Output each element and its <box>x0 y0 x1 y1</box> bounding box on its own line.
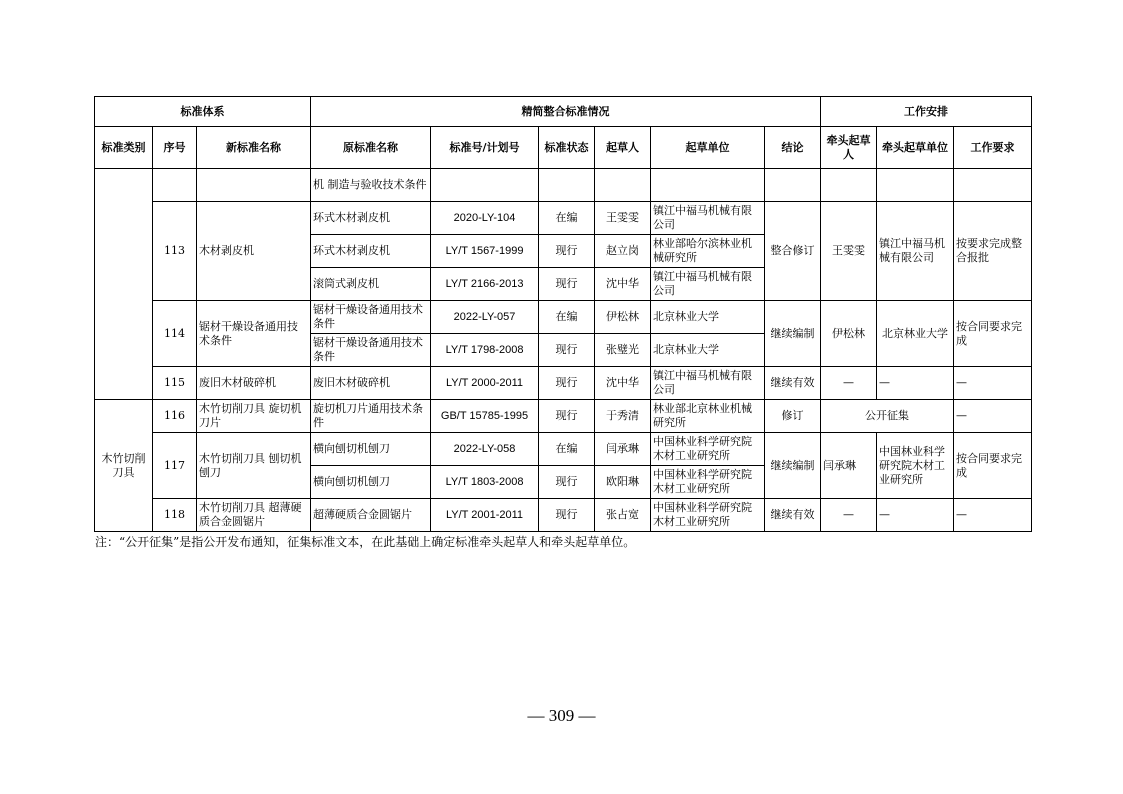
lead-drafter-cell: — <box>821 367 877 400</box>
table-row <box>95 433 1032 466</box>
new-name-cell: 废旧木材破碎机 <box>197 367 311 400</box>
drafter-cell: 王雯雯 <box>595 202 651 235</box>
lead-merged-cell: 公开征集 <box>821 400 954 433</box>
std-no-cell: LY/T 1803-2008 <box>431 466 539 499</box>
orig-name-cell: 废旧木材破碎机 <box>311 367 431 400</box>
new-name-cell: 锯材干燥设备通用技术条件 <box>197 301 311 367</box>
unit-cell: 北京林业大学 <box>651 334 765 367</box>
std-no-cell: 2022-LY-057 <box>431 301 539 334</box>
table-footnote: 注：“公开征集”是指公开发布通知，征集标准文本，在此基础上确定标准牵头起草人和牵头起草单位。 <box>95 535 636 549</box>
seq-cell: 113 <box>153 202 197 301</box>
table-row <box>95 367 1032 400</box>
header-orig-name: 原标准名称 <box>311 127 431 169</box>
conclusion-cell: 继续编制 <box>765 433 821 499</box>
drafter-cell: 张占宽 <box>595 499 651 532</box>
drafter-cell: 欧阳琳 <box>595 466 651 499</box>
status-cell: 现行 <box>539 466 595 499</box>
new-name-cell: 木竹切削刀具 旋切机刀片 <box>197 400 311 433</box>
standards-table <box>94 96 1032 532</box>
seq-cell: 114 <box>153 301 197 367</box>
seq-cell: 118 <box>153 499 197 532</box>
table-row <box>95 499 1032 532</box>
seq-cell: 116 <box>153 400 197 433</box>
drafter-cell: 赵立岗 <box>595 235 651 268</box>
drafter-cell: 沈中华 <box>595 268 651 301</box>
conclusion-cell: 修订 <box>765 400 821 433</box>
drafter-cell: 于秀清 <box>595 400 651 433</box>
unit-cell: 镇江中福马机械有限公司 <box>651 268 765 301</box>
orig-name-cell: 滚筒式剥皮机 <box>311 268 431 301</box>
conclusion-cell: 继续编制 <box>765 301 821 367</box>
status-cell: 现行 <box>539 367 595 400</box>
header-group-integration: 精简整合标准情况 <box>311 97 821 127</box>
category-cell <box>95 169 153 400</box>
status-cell: 在编 <box>539 301 595 334</box>
drafter-cell: 闫承琳 <box>595 433 651 466</box>
orig-name-cell: 锯材干燥设备通用技术条件 <box>311 301 431 334</box>
status-cell: 在编 <box>539 433 595 466</box>
conclusion-cell: 继续有效 <box>765 499 821 532</box>
lead-drafter-cell: — <box>821 499 877 532</box>
unit-cell: 北京林业大学 <box>651 301 765 334</box>
lead-unit-cell: 北京林业大学 <box>877 301 954 367</box>
unit-cell: 中国林业科学研究院木材工业研究所 <box>651 433 765 466</box>
page-number: — 309 — <box>527 706 596 725</box>
drafter-cell: 沈中华 <box>595 367 651 400</box>
lead-unit-cell: — <box>877 367 954 400</box>
requirement-cell: 按要求完成整合报批 <box>954 202 1032 301</box>
unit-cell: 镇江中福马机械有限公司 <box>651 367 765 400</box>
new-name-cell: 木竹切削刀具 超薄硬质合金圆锯片 <box>197 499 311 532</box>
lead-unit-cell: 镇江中福马机械有限公司 <box>877 202 954 301</box>
requirement-cell: — <box>954 367 1032 400</box>
unit-cell: 中国林业科学研究院木材工业研究所 <box>651 499 765 532</box>
std-no-cell: LY/T 2001-2011 <box>431 499 539 532</box>
orig-name-cell: 机 制造与验收技术条件 <box>311 169 431 202</box>
header-group-work: 工作安排 <box>821 97 1032 127</box>
header-unit: 起草单位 <box>651 127 765 169</box>
header-conclusion: 结论 <box>765 127 821 169</box>
header-requirement: 工作要求 <box>954 127 1032 169</box>
header-seq: 序号 <box>153 127 197 169</box>
status-cell: 现行 <box>539 334 595 367</box>
drafter-cell: 伊松林 <box>595 301 651 334</box>
lead-drafter-cell: 闫承琳 <box>821 433 877 499</box>
table-row <box>95 202 1032 235</box>
requirement-cell: — <box>954 400 1032 433</box>
orig-name-cell: 横向刨切机刨刀 <box>311 466 431 499</box>
orig-name-cell: 横向刨切机刨刀 <box>311 433 431 466</box>
table-row <box>95 301 1032 334</box>
new-name-cell: 木材剥皮机 <box>197 202 311 301</box>
table-row <box>95 400 1032 433</box>
std-no-cell: LY/T 1567-1999 <box>431 235 539 268</box>
header-new-name: 新标准名称 <box>197 127 311 169</box>
std-no-cell: GB/T 15785-1995 <box>431 400 539 433</box>
status-cell: 在编 <box>539 202 595 235</box>
std-no-cell: LY/T 2000-2011 <box>431 367 539 400</box>
requirement-cell: — <box>954 499 1032 532</box>
header-status: 标准状态 <box>539 127 595 169</box>
orig-name-cell: 环式木材剥皮机 <box>311 235 431 268</box>
requirement-cell: 按合同要求完成 <box>954 301 1032 367</box>
header-drafter: 起草人 <box>595 127 651 169</box>
unit-cell: 镇江中福马机械有限公司 <box>651 202 765 235</box>
status-cell: 现行 <box>539 235 595 268</box>
status-cell: 现行 <box>539 499 595 532</box>
lead-unit-cell: — <box>877 499 954 532</box>
header-lead-unit: 牵头起草单位 <box>877 127 954 169</box>
status-cell: 现行 <box>539 268 595 301</box>
conclusion-cell: 整合修订 <box>765 202 821 301</box>
orig-name-cell: 旋切机刀片通用技术条件 <box>311 400 431 433</box>
header-lead-drafter: 牵头起草人 <box>821 127 877 169</box>
header-group-system: 标准体系 <box>95 97 311 127</box>
requirement-cell: 按合同要求完成 <box>954 433 1032 499</box>
std-no-cell: LY/T 1798-2008 <box>431 334 539 367</box>
std-no-cell: LY/T 2166-2013 <box>431 268 539 301</box>
unit-cell: 林业部哈尔滨林业机械研究所 <box>651 235 765 268</box>
orig-name-cell: 锯材干燥设备通用技术条件 <box>311 334 431 367</box>
unit-cell: 中国林业科学研究院木材工业研究所 <box>651 466 765 499</box>
lead-unit-cell: 中国林业科学研究院木材工业研究所 <box>877 433 954 499</box>
orig-name-cell: 环式木材剥皮机 <box>311 202 431 235</box>
header-std-no: 标准号/计划号 <box>431 127 539 169</box>
seq-cell: 117 <box>153 433 197 499</box>
lead-drafter-cell: 王雯雯 <box>821 202 877 301</box>
category-cell: 木竹切削刀具 <box>95 400 153 532</box>
unit-cell: 林业部北京林业机械研究所 <box>651 400 765 433</box>
seq-cell: 115 <box>153 367 197 400</box>
std-no-cell: 2020-LY-104 <box>431 202 539 235</box>
std-no-cell: 2022-LY-058 <box>431 433 539 466</box>
header-category: 标准类别 <box>95 127 153 169</box>
status-cell: 现行 <box>539 400 595 433</box>
new-name-cell: 木竹切削刀具 刨切机刨刀 <box>197 433 311 499</box>
conclusion-cell: 继续有效 <box>765 367 821 400</box>
lead-drafter-cell: 伊松林 <box>821 301 877 367</box>
table-row <box>95 169 1032 202</box>
orig-name-cell: 超薄硬质合金圆锯片 <box>311 499 431 532</box>
drafter-cell: 张璧光 <box>595 334 651 367</box>
